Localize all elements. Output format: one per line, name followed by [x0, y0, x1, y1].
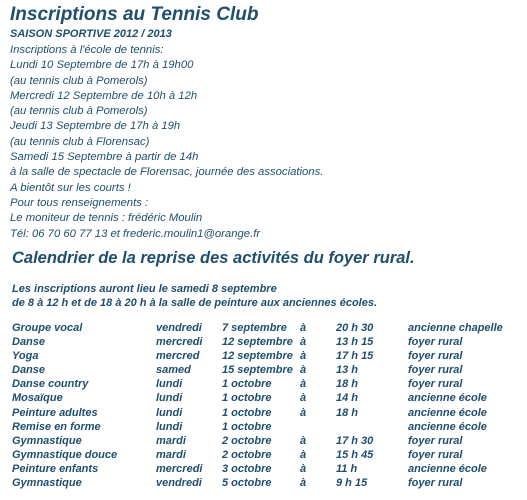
activity-place: foyer rural [408, 336, 463, 349]
activity-place: foyer rural [408, 350, 463, 363]
schedule-table [12, 322, 522, 491]
info-line: A bientôt sur les courts ! [10, 181, 131, 194]
activity-day: mardi [156, 434, 186, 447]
schedule-row [12, 407, 522, 421]
activity-at: à [300, 336, 307, 349]
info-line: à la salle de spectacle de Florensac, journée des associations. [10, 166, 324, 179]
activity-name: Danse [12, 364, 46, 377]
info-line: Tél: 06 70 60 77 13 et frederic.moulin1@orange.fr [10, 227, 261, 240]
tennis-info [10, 43, 323, 242]
activity-time: 18 h [336, 406, 359, 419]
info-line: Lundi 10 Septembre de 17h à 19h00 [10, 59, 194, 72]
activity-date: 2 octobre [222, 448, 272, 461]
activity-name: Gymnastique [12, 477, 82, 490]
activity-name: Yoga [12, 350, 39, 363]
activity-place: foyer rural [408, 364, 463, 377]
activity-time: 14 h [336, 392, 359, 405]
activity-name: Mosaïque [12, 392, 63, 405]
activity-date: 1 octobre [222, 392, 272, 405]
activity-day: mercredi [156, 462, 203, 475]
activity-time: 13 h [336, 364, 359, 377]
activity-date: 2 octobre [222, 434, 272, 447]
activity-name: Peinture enfants [12, 462, 99, 475]
info-line: Le moniteur de tennis : frédéric Moulin [10, 212, 203, 225]
activity-date: 12 septembre [222, 350, 293, 363]
info-line: (au tennis club à Pomerols) [10, 74, 148, 87]
activity-day: lundi [156, 406, 183, 419]
activity-name: Gymnastique douce [12, 448, 118, 461]
activity-date: 7 septembre [222, 322, 287, 334]
schedule-row [12, 463, 522, 477]
activity-time: 17 h 15 [336, 350, 374, 363]
schedule-row [12, 364, 522, 378]
activity-date: 15 septembre [222, 364, 293, 377]
schedule-row [12, 421, 522, 435]
activity-day: mercred [156, 350, 200, 363]
schedule-row [12, 336, 522, 350]
activity-day: vendredi [156, 322, 202, 334]
activity-date: 1 octobre [222, 420, 272, 433]
activity-date: 3 octobre [222, 462, 272, 475]
activity-at: à [300, 350, 307, 363]
info-line: Samedi 15 Septembre à partir de 14h [10, 151, 199, 164]
activity-day: lundi [156, 378, 183, 391]
tennis-title: Inscriptions au Tennis Club [10, 4, 259, 25]
activity-at: à [300, 378, 307, 391]
activity-at: à [300, 364, 307, 377]
activity-place: foyer rural [408, 477, 463, 490]
schedule-row [12, 350, 522, 364]
activity-place: ancienne école [408, 420, 487, 433]
activity-name: Danse country [12, 378, 89, 391]
activity-at: à [300, 406, 307, 419]
schedule-row [12, 322, 522, 336]
info-line: Inscriptions à l'école de tennis: [10, 44, 164, 56]
activity-name: Gymnastique [12, 434, 82, 447]
activity-date: 5 octobre [222, 477, 272, 490]
activity-time: 9 h 15 [336, 477, 368, 490]
activity-time: 17 h 30 [336, 434, 374, 447]
calendar-title: Calendrier de la reprise des activités du foyer rural. [12, 249, 415, 267]
activity-place: ancienne école [408, 406, 487, 419]
activity-place: foyer rural [408, 378, 463, 391]
activity-name: Remise en forme [12, 420, 101, 433]
activity-day: mercredi [156, 336, 203, 349]
activity-date: 1 octobre [222, 406, 272, 419]
intro-line: Les inscriptions auront lieu le samedi 8 septembre [12, 283, 277, 295]
activity-day: mardi [156, 448, 186, 461]
info-line: Mercredi 12 Septembre de 10h à 12h [10, 89, 198, 102]
activity-at: à [300, 434, 307, 447]
activity-time: 20 h 30 [336, 322, 374, 334]
activity-name: Groupe vocal [12, 322, 83, 334]
schedule-row [12, 392, 522, 406]
activity-day: lundi [156, 392, 183, 405]
activity-at: à [300, 448, 307, 461]
activity-at: à [300, 322, 307, 334]
activity-time: 13 h 15 [336, 336, 374, 349]
info-line: Pour tous renseignements : [10, 196, 149, 209]
activity-date: 1 octobre [222, 378, 272, 391]
activity-day: lundi [156, 420, 183, 433]
activity-name: Peinture adultes [12, 406, 98, 419]
info-line: Jeudi 13 Septembre de 17h à 19h [10, 120, 181, 133]
schedule-row [12, 477, 522, 491]
activity-place: ancienne école [408, 392, 487, 405]
schedule-row [12, 378, 522, 392]
season-label: SAISON SPORTIVE 2012 / 2013 [10, 28, 172, 40]
activity-date: 12 septembre [222, 336, 293, 349]
schedule-row [12, 449, 522, 463]
activity-name: Danse [12, 336, 46, 349]
activity-place: ancienne chapelle [408, 322, 503, 334]
schedule-row [12, 435, 522, 449]
activity-day: samed [156, 364, 191, 377]
intro-line: de 8 à 12 h et de 18 à 20 h à la salle de peinture aux anciennes écoles. [12, 297, 378, 309]
activity-time: 11 h [336, 462, 358, 475]
activity-place: foyer rural [408, 434, 463, 447]
info-line: (au tennis club à Pomerols) [10, 105, 148, 118]
activity-time: 18 h [336, 378, 359, 391]
activity-day: vendredi [156, 477, 202, 490]
activity-time: 15 h 45 [336, 448, 374, 461]
activity-place: ancienne école [408, 462, 487, 475]
activity-place: foyer rural [408, 448, 463, 461]
activity-at: à [300, 392, 307, 405]
calendar-intro [12, 282, 377, 310]
activity-at: à [300, 477, 307, 490]
activity-at: à [300, 462, 307, 475]
info-line: (au tennis club à Florensac) [10, 135, 150, 148]
